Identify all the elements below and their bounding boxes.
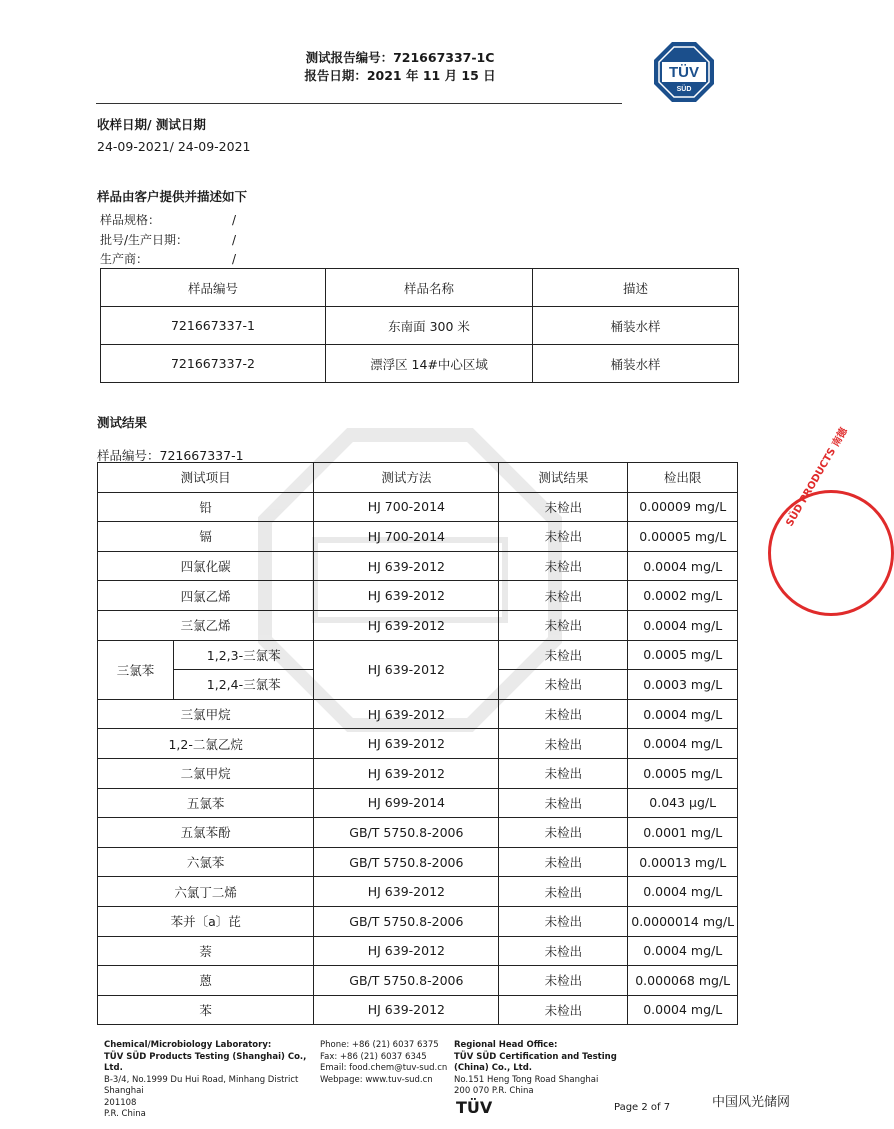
table-cell: 未检出 [499, 492, 628, 522]
stamp-text: SÜD PRODUCTS 南德 [784, 426, 850, 529]
footer-office-line: TÜV SÜD Certification and Testing [454, 1051, 617, 1062]
field-label: 生产商： [100, 252, 149, 266]
table-row [98, 522, 738, 552]
footer-contact-line: Webpage: www.tuv-sud.cn [320, 1074, 433, 1085]
table-cell: HJ 639-2012 [314, 551, 499, 581]
table-row [98, 492, 738, 522]
table-cell: 0.0005 mg/L [628, 758, 738, 788]
table-cell: 苯 [98, 995, 314, 1025]
footer-office [454, 1040, 624, 1098]
table-cell: 1,2-二氯乙烷 [98, 729, 314, 759]
table-cell: 镉 [98, 522, 314, 552]
table-cell: 桶装水样 [533, 345, 739, 383]
footer-lab-line: P.R. China [104, 1109, 146, 1119]
column-header: 描述 [533, 269, 739, 307]
table-cell: HJ 639-2012 [314, 877, 499, 907]
table-cell: 0.000068 mg/L [628, 966, 738, 996]
table-row [98, 729, 738, 759]
footer-contact [320, 1040, 450, 1086]
table-cell: 0.0000014 mg/L [628, 906, 738, 936]
group-label-cell: 三氯苯 [98, 640, 174, 699]
table-cell: HJ 639-2012 [314, 640, 499, 699]
table-cell: 六氯丁二烯 [98, 877, 314, 907]
table-cell: 0.0002 mg/L [628, 581, 738, 611]
table-cell: 未检出 [499, 995, 628, 1025]
table-cell: 0.0004 mg/L [628, 995, 738, 1025]
table-cell: 未检出 [499, 581, 628, 611]
table-cell: 萘 [98, 936, 314, 966]
table-row [98, 581, 738, 611]
table-cell: 0.0004 mg/L [628, 699, 738, 729]
table-cell: 漂浮区 14#中心区域 [326, 345, 533, 383]
sample-info-title: 样品由客户提供并描述如下 [97, 189, 248, 204]
samples-table [100, 268, 739, 383]
table-cell: 未检出 [499, 966, 628, 996]
table-cell: HJ 700-2014 [314, 492, 499, 522]
table-cell: 0.0004 mg/L [628, 877, 738, 907]
table-cell: 未检出 [499, 847, 628, 877]
field-value: / [232, 233, 237, 247]
footer-lab-line: TÜV SÜD Products Testing (Shanghai) Co., Ltd. [104, 1051, 307, 1073]
footer-office-line: (China) Co., Ltd. [454, 1063, 533, 1073]
table-header-row [101, 269, 739, 307]
sample-spec-field [100, 211, 236, 228]
footer-lab-line: 201108 [104, 1097, 137, 1108]
results-title: 测试结果 [97, 415, 148, 430]
table-cell: HJ 699-2014 [314, 788, 499, 818]
column-header: 样品名称 [326, 269, 533, 307]
table-cell: 0.0004 mg/L [628, 936, 738, 966]
report-number: 测试报告编号：721667337-1C [305, 50, 495, 65]
table-cell: GB/T 5750.8-2006 [314, 847, 499, 877]
table-row [98, 936, 738, 966]
logo-text-bottom: SÜD [676, 86, 692, 93]
site-watermark: 中国风光储网 [712, 1095, 791, 1110]
table-cell: 未检出 [499, 640, 628, 670]
table-cell: 0.00005 mg/L [628, 522, 738, 552]
table-cell: 0.00009 mg/L [628, 492, 738, 522]
table-row [98, 877, 738, 907]
table-row [98, 551, 738, 581]
table-cell: 五氯苯 [98, 788, 314, 818]
table-cell: GB/T 5750.8-2006 [314, 966, 499, 996]
dates-title: 收样日期/ 测试日期 [97, 117, 206, 132]
table-cell: 0.0005 mg/L [628, 640, 738, 670]
table-row [101, 307, 739, 345]
table-cell: 未检出 [499, 788, 628, 818]
footer-lab-line: B-3/4, No.1999 Du Hui Road, Minhang District [104, 1074, 299, 1085]
footer-contact-line: Phone: +86 (21) 6037 6375 [320, 1040, 439, 1050]
manufacturer-field [100, 250, 236, 267]
table-cell: 铅 [98, 492, 314, 522]
table-row [98, 847, 738, 877]
table-cell: 未检出 [499, 758, 628, 788]
table-cell: 未检出 [499, 936, 628, 966]
footer-office-line: No.151 Heng Tong Road Shanghai [454, 1074, 599, 1085]
table-cell: 未检出 [499, 906, 628, 936]
results-sample-label: 样品编号：721667337-1 [97, 448, 244, 463]
footer-lab-line: Shanghai [104, 1086, 144, 1096]
table-row [98, 995, 738, 1025]
table-cell: 六氯苯 [98, 847, 314, 877]
table-cell: 四氯化碳 [98, 551, 314, 581]
footer-office-title: Regional Head Office: [454, 1040, 558, 1050]
table-cell: 未检出 [499, 670, 628, 700]
dates-value: 24-09-2021/ 24-09-2021 [97, 139, 251, 154]
footer-contact-line: Email: food.chem@tuv-sud.cn [320, 1063, 448, 1073]
table-cell: 721667337-2 [101, 345, 326, 383]
footer-lab-title: Chemical/Microbiology Laboratory: [104, 1040, 272, 1050]
table-cell: 三氯甲烷 [98, 699, 314, 729]
table-cell: 0.0004 mg/L [628, 729, 738, 759]
results-table [97, 462, 738, 1025]
field-label: 样品规格： [100, 213, 161, 227]
table-row [98, 699, 738, 729]
table-cell: HJ 639-2012 [314, 699, 499, 729]
table-row [98, 788, 738, 818]
table-cell: 东南面 300 米 [326, 307, 533, 345]
column-header: 测试方法 [314, 463, 499, 493]
table-cell: 1,2,4-三氯苯 [174, 670, 314, 700]
footer-contact-line: Fax: +86 (21) 6037 6345 [320, 1051, 427, 1062]
logo-text-top: TÜV [669, 64, 699, 81]
field-value: / [232, 252, 237, 266]
table-cell: HJ 639-2012 [314, 581, 499, 611]
table-cell: 0.043 μg/L [628, 788, 738, 818]
table-row [98, 758, 738, 788]
table-row [98, 906, 738, 936]
table-cell: HJ 639-2012 [314, 610, 499, 640]
column-header: 测试结果 [499, 463, 628, 493]
table-cell: 1,2,3-三氯苯 [174, 640, 314, 670]
table-row [98, 610, 738, 640]
table-cell: HJ 700-2014 [314, 522, 499, 552]
table-cell: 未检出 [499, 699, 628, 729]
table-cell: HJ 639-2012 [314, 995, 499, 1025]
table-cell: 0.0004 mg/L [628, 551, 738, 581]
field-label: 批号/生产日期： [100, 233, 189, 247]
table-cell: 0.00013 mg/L [628, 847, 738, 877]
batch-date-field [100, 231, 236, 248]
table-cell: 苯并〔a〕芘 [98, 906, 314, 936]
table-cell: 未检出 [499, 818, 628, 848]
table-cell: 721667337-1 [101, 307, 326, 345]
header-divider [96, 103, 622, 104]
company-stamp [768, 426, 894, 616]
footer-brand: TÜV [456, 1098, 493, 1117]
table-cell: GB/T 5750.8-2006 [314, 906, 499, 936]
table-cell: HJ 639-2012 [314, 758, 499, 788]
page-number: Page 2 of 7 [614, 1102, 671, 1113]
table-cell: 三氯乙烯 [98, 610, 314, 640]
table-cell: 五氯苯酚 [98, 818, 314, 848]
table-cell: 桶装水样 [533, 307, 739, 345]
report-date: 报告日期：2021 年 11 月 15 日 [304, 68, 496, 83]
table-cell: 未检出 [499, 551, 628, 581]
table-cell: 未检出 [499, 729, 628, 759]
table-cell: 0.0001 mg/L [628, 818, 738, 848]
table-row [101, 345, 739, 383]
tuv-logo-icon [652, 40, 716, 104]
footer-lab [104, 1040, 314, 1121]
table-cell: HJ 639-2012 [314, 729, 499, 759]
field-value: / [232, 213, 237, 227]
table-row [98, 640, 738, 670]
table-cell: 二氯甲烷 [98, 758, 314, 788]
table-cell: 未检出 [499, 522, 628, 552]
table-cell: GB/T 5750.8-2006 [314, 818, 499, 848]
table-cell: 未检出 [499, 877, 628, 907]
table-cell: 0.0003 mg/L [628, 670, 738, 700]
column-header: 测试项目 [98, 463, 314, 493]
column-header: 检出限 [628, 463, 738, 493]
column-header: 样品编号 [101, 269, 326, 307]
footer-office-line: 200 070 P.R. China [454, 1086, 534, 1096]
table-cell: 未检出 [499, 610, 628, 640]
table-cell: 0.0004 mg/L [628, 610, 738, 640]
table-row [98, 966, 738, 996]
table-header-row [98, 463, 738, 493]
table-cell: HJ 639-2012 [314, 936, 499, 966]
table-cell: 四氯乙烯 [98, 581, 314, 611]
table-row [98, 818, 738, 848]
table-cell: 蒽 [98, 966, 314, 996]
